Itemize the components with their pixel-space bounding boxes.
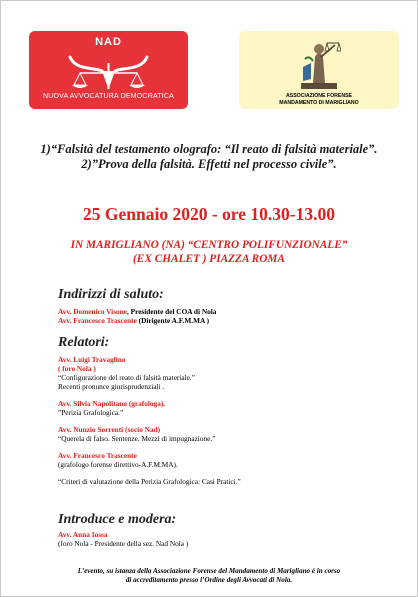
justice-statue-icon (297, 37, 341, 91)
relatore-3-name: Avv. Nunzio Sorrenti (socio Nad) (58, 425, 161, 434)
nad-logo (29, 31, 188, 109)
title-line-2: 2)”Prova della falsità. Effetti nel processo civile”. (81, 157, 337, 171)
title-line-1: 1)“Falsità del testamento olografo: “Il reato di falsità materiale”. (40, 142, 378, 156)
modera-heading: Introduce e modera: (58, 512, 177, 527)
footer-line-2: di accreditamento presso l’Ordine degli Avvocati di Nola. (125, 576, 293, 584)
event-place (1, 238, 417, 266)
saluto-2-role: (Dirigente A.F.M.MA ) (136, 316, 210, 325)
relatore-1-name: Avv. Luigi Travaglino (58, 355, 126, 364)
nad-logo-subtitle: NUOVA AVVOCATURA DEMOCRATICA (42, 93, 175, 100)
bull-scales-icon (66, 49, 151, 93)
saluto-1 (58, 307, 216, 316)
moderatore-affiliation: (foro Nola - Presidente della sez. Nad Nola ) (58, 539, 189, 548)
relatore-1-affiliation: ( foro Nola ) (58, 364, 96, 373)
saluto-2 (58, 316, 209, 325)
relatore-3-topic: “Querela di falso. Sentenze. Mezzi di impugnazione.” (58, 434, 216, 443)
saluto-1-name: Avv. Domenico Visone (58, 307, 127, 316)
saluto-2-name: Avv. Francesco Trascente (58, 316, 137, 325)
relatore-1-topic-2: Recenti pronunce giurisprudenziali . (58, 382, 165, 391)
footer-note (1, 567, 417, 585)
relatore-2-name: Avv. Silvia Napolitano (grafologa). (58, 399, 166, 408)
assoc-line-2: MANDAMENTO DI MARIGLIANO (279, 100, 359, 106)
place-line-2: (EX CHALET ) PIAZZA ROMA (133, 253, 285, 265)
relatore-4-affiliation: (grafologo forense direttivo-A.F.M.MA). (58, 460, 178, 469)
place-line-1: IN MARIGLIANO (NA) “CENTRO POLIFUNZIONALE” (70, 239, 348, 251)
relatore-2-topic: ”Perizia Grafologica.” (58, 408, 124, 417)
saluto-1-role: , Presidente del COA di Nola (126, 307, 217, 316)
saluti-heading: Indirizzi di saluto: (58, 287, 164, 302)
moderatore-name: Avv. Anna Iossa (58, 530, 108, 539)
nad-logo-title: NAD (95, 36, 122, 48)
event-title (11, 142, 407, 172)
associazione-logo (239, 31, 399, 109)
relatori-heading: Relatori: (58, 335, 110, 350)
relatore-4-name: Avv. Francesco Trascente (58, 451, 137, 460)
relatore-4-topic: “Criteri di valutazione della Perizia Grafologica: Casi Pratici.” (58, 477, 241, 486)
assoc-line-1: ASSOCIAZIONE FORENSE (285, 93, 352, 99)
relatore-1-topic-1: “Configurazione del reato di falsità materiale.” (58, 373, 195, 382)
footer-line-1: L’evento, su istanza della Associazione Forense del Mandamento di Marigliano è in corso (77, 567, 341, 575)
event-date: 25 Gennaio 2020 - ore 10.30-13.00 (83, 204, 335, 224)
